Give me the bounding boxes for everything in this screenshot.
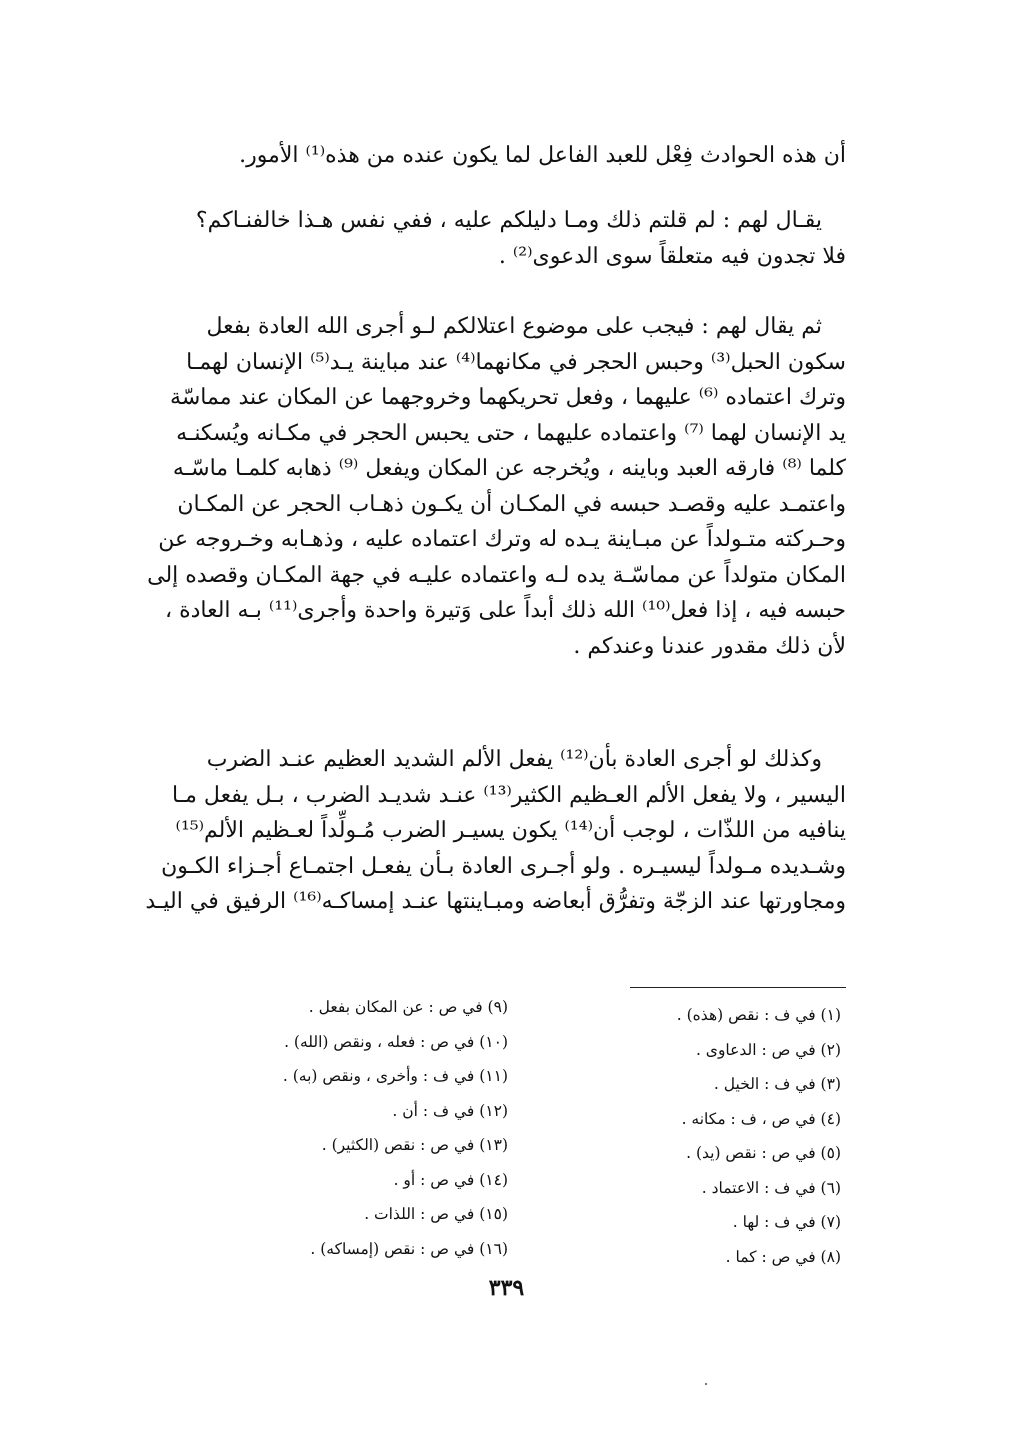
- text-line: وترك اعتماده ⁽⁶⁾ عليهما ، وفعل تحريكهما وخروجهما عن المكان عند مماسّة: [170, 385, 846, 410]
- text-line: وحـركته متـولداً عن مبـاينة يـده له وترك اعتماده عليه ، وذهـابه وخـروجه عن: [158, 527, 846, 552]
- text-line: يقـال لهم : لم قلتم ذلك ومـا دليلكم عليه ، ففي نفس هـذا خالفنـاكم؟: [195, 208, 822, 233]
- text-line: وكذلك لو أجرى العادة بأن⁽¹²⁾ يفعل الألم الشديد العظيم عنـد الضرب: [206, 747, 822, 772]
- footnote: (١) في ف : نقص (هذه) .: [676, 1006, 841, 1024]
- text-line: المكان متولداً عن مماسّـة يده لـه واعتماده عليـه في جهة المكـان وقصده إلى: [147, 562, 846, 588]
- footnote: (٦) في ف : الاعتماد .: [701, 1178, 841, 1197]
- text-line: واعتمـد عليه وقصـد حبسه في المكـان أن يكـون ذهـاب الحجر عن المكـان: [177, 491, 846, 517]
- footnotes-column-right: [541, 998, 841, 1274]
- scan-speck: [705, 1383, 707, 1385]
- footnote: (٩) في ص : عن المكان بفعل .: [308, 998, 508, 1016]
- paragraph-3: [147, 309, 846, 664]
- text-line: ثم يقال لهم : فيجب على موضوع اعتلالكم لـو أجرى الله العادة بفعل: [206, 314, 822, 339]
- footnote: (١٦) في ص : نقص (إمساكه) .: [310, 1239, 508, 1258]
- footnote: (١٢) في ف : أن .: [392, 1101, 508, 1120]
- text-line: يد الإنسان لهما ⁽⁷⁾ واعتماده عليهما ، حتى يحبس الحجر في مكـانه ويُسكنـه: [176, 420, 846, 446]
- footnote: (١٣) في ص : نقص (الكثير) .: [321, 1136, 508, 1154]
- footnote-divider: [630, 987, 846, 988]
- page-number: ٣٣٩: [488, 1275, 525, 1301]
- footnote: (١١) في ف : وأخرى ، ونقص (به) .: [282, 1067, 508, 1085]
- text-line: اليسير ، ولا يفعل الألم العـظيم الكثير⁽¹³⁾ عنـد شديـد الضرب ، بـل يفعل مـا: [172, 782, 846, 808]
- text-line: ومجاورتها عند الزجّة وتفرُّق أبعاضه ومبـاينتها عنـد إمساكـه⁽¹⁶⁾ الرفيق في اليـد: [145, 889, 846, 914]
- text-line: سكون الحبل⁽³⁾ وحبس الحجر في مكانهما⁽⁴⁾ عند مباينة يـد⁽⁵⁾ الإنسان لهمـا: [186, 349, 846, 375]
- text-line: فلا تجدون فيه متعلقاً سوى الدعوى⁽²⁾ .: [498, 243, 846, 269]
- text-line: وشـديده مـولداً ليسيـره . ولو أجـرى العادة بـأن يفعـل اجتمـاع أجـزاء الكـون: [161, 853, 846, 879]
- footnote: (٥) في ص : نقص (يد) .: [686, 1144, 841, 1162]
- footnote: (١٤) في ص : أو .: [393, 1170, 508, 1189]
- text-line: لأن ذلك مقدور عندنا وعندكم .: [573, 633, 846, 659]
- paragraph-2: [166, 203, 846, 274]
- footnotes-column-left: [208, 990, 508, 1266]
- paragraph-4: [145, 742, 846, 920]
- footnote: (٤) في ص ، ف : مكانه .: [681, 1109, 841, 1128]
- footnote: (٧) في ف : لها .: [732, 1213, 841, 1231]
- text-line: كلما ⁽⁸⁾ فارقه العبد وباينه ، ويُخرجه عن المكان ويفعل ⁽⁹⁾ ذهابه كلمـا ماسّـه: [172, 456, 846, 481]
- footnote: (٣) في ف : الخيل .: [713, 1075, 841, 1093]
- text-line: حبسه فيه ، إذا فعل⁽¹⁰⁾ الله ذلك أبداً على وَتيرة واحدة وأجرى⁽¹¹⁾ بـه العادة ،: [165, 598, 846, 623]
- text-line: ينافيه من اللذّات ، لوجب أن⁽¹⁴⁾ يكون يسيـر الضرب مُـولِّداً لعـظيم الألم⁽¹⁵⁾: [175, 818, 846, 843]
- footnote: (٢) في ص : الدعاوى .: [695, 1040, 841, 1059]
- paragraph-1: [166, 138, 846, 173]
- footnote: (١٥) في ص : اللذات .: [364, 1205, 508, 1223]
- text-line: أن هذه الحوادث فِعْل للعبد الفاعل لما يكون عنده من هذه⁽¹⁾ الأمور.: [239, 143, 846, 168]
- footnote: (١٠) في ص : فعله ، ونقص (الله) .: [284, 1032, 508, 1051]
- footnote: (٨) في ص : كما .: [725, 1247, 841, 1266]
